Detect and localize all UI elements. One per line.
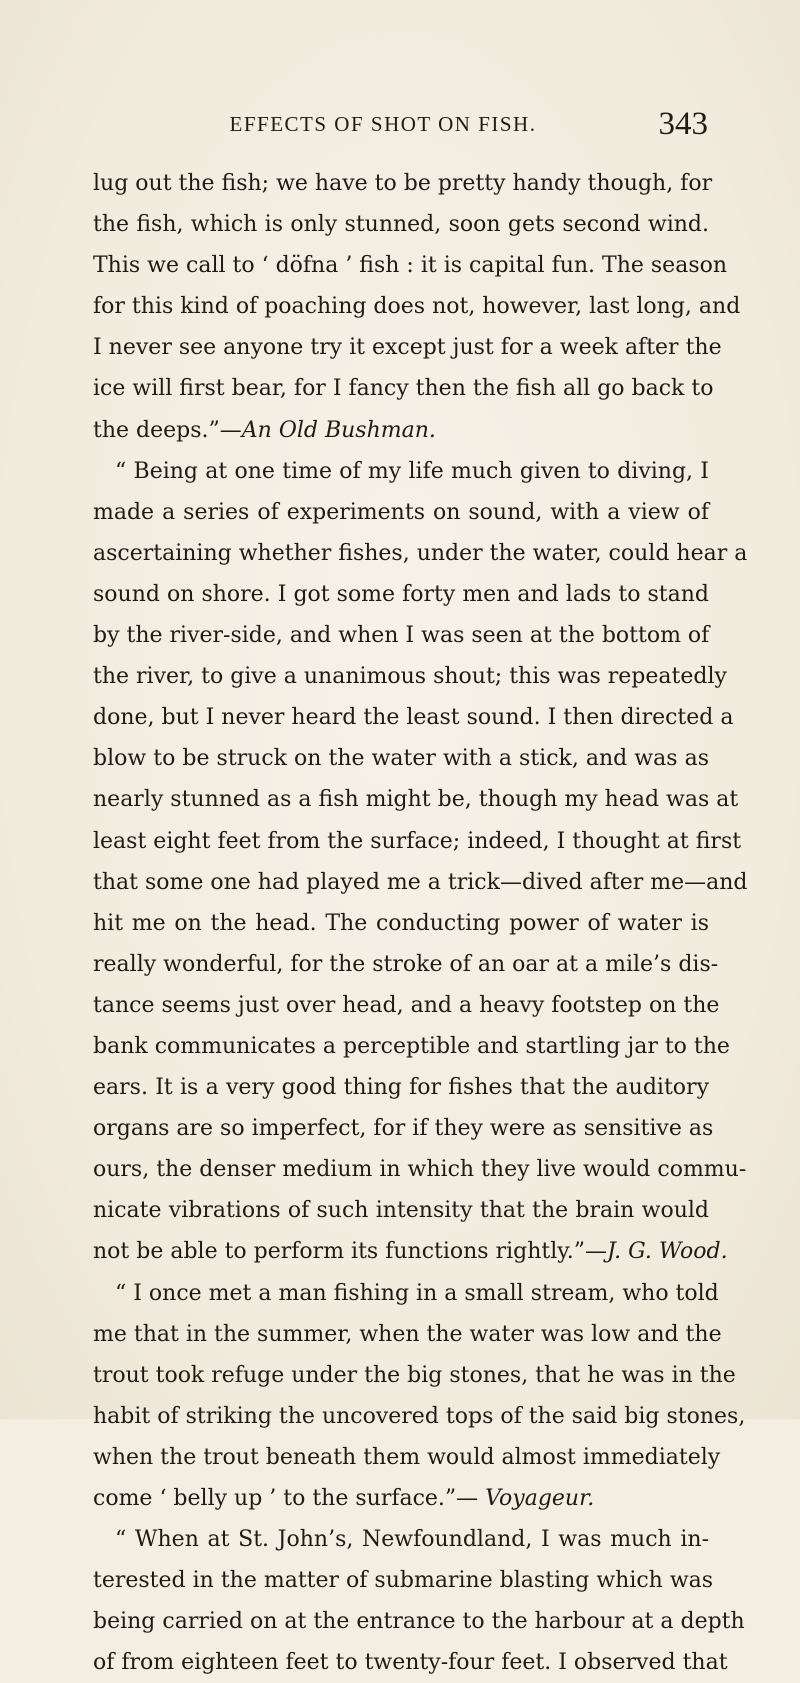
text-line bbox=[93, 1437, 721, 1478]
text-line bbox=[93, 1026, 730, 1067]
text-line bbox=[93, 697, 734, 738]
line-text: the river, to give a unanimous shout; this was repeatedly bbox=[93, 664, 727, 690]
text-line bbox=[93, 286, 741, 327]
text-line bbox=[93, 821, 742, 862]
text-line bbox=[93, 1478, 709, 1519]
line-text: habit of striking the uncovered tops of the said big stones, bbox=[93, 1403, 746, 1429]
text-line bbox=[93, 204, 709, 245]
running-head bbox=[0, 106, 800, 146]
text-line bbox=[93, 1190, 709, 1231]
line-text: come ‘ belly up ’ to the surface.”— bbox=[93, 1486, 486, 1511]
text-line bbox=[93, 1067, 709, 1108]
text-line bbox=[93, 163, 713, 204]
line-text: that some one had played me a trick—dived after me—and bbox=[93, 869, 748, 895]
line-text: when the trout beneath them would almost immediately bbox=[93, 1444, 721, 1470]
line-text: sound on shore. I got some forty men and lads to stand bbox=[93, 581, 709, 607]
text-line bbox=[93, 862, 748, 903]
line-text: nearly stunned as a fish might be, though my head was at bbox=[93, 787, 739, 813]
text-line bbox=[93, 492, 709, 533]
line-text: the deeps.”— bbox=[93, 417, 242, 443]
text-line bbox=[93, 451, 709, 492]
line-text: “ Being at one time of my life much given to diving, I bbox=[115, 458, 709, 484]
text-line bbox=[93, 410, 709, 451]
line-text: ears. It is a very good thing for fishes that the auditory bbox=[93, 1075, 709, 1101]
text-line bbox=[93, 1396, 746, 1437]
line-text: I never see anyone try it except just for a week after the bbox=[93, 335, 722, 361]
line-text: not be able to perform its functions rightly.”— bbox=[93, 1239, 608, 1265]
line-text: blow to be struck on the water with a stick, and was as bbox=[93, 746, 709, 772]
line-text: the fish, which is only stunned, soon gets second wind. bbox=[93, 212, 709, 238]
text-line bbox=[93, 533, 748, 574]
running-title: EFFECTS OF SHOT ON FISH. bbox=[229, 112, 537, 136]
text-line bbox=[93, 1314, 722, 1355]
text-line bbox=[93, 738, 709, 779]
line-text: trout took refuge under the big stones, that he was in the bbox=[93, 1362, 736, 1388]
text-line bbox=[93, 327, 722, 368]
text-line bbox=[93, 1355, 736, 1396]
line-text: really wonderful, for the stroke of an oar at a mile’s dis- bbox=[93, 951, 719, 977]
line-text: This we call to ‘ döfna ’ fish : it is capital fun. The season bbox=[93, 253, 728, 279]
text-line bbox=[93, 903, 709, 944]
text-line bbox=[93, 779, 739, 820]
text-line bbox=[93, 1149, 747, 1190]
text-line bbox=[93, 1519, 709, 1560]
text-line bbox=[93, 1273, 719, 1314]
line-text: for this kind of poaching does not, however, last long, and bbox=[93, 294, 741, 320]
body-text bbox=[93, 163, 748, 1683]
text-line bbox=[93, 615, 709, 656]
line-text: “ When at St. John’s, Newfoundland, I was much in- bbox=[115, 1527, 709, 1553]
text-line bbox=[93, 944, 719, 985]
line-text: tance seems just over head, and a heavy footstep on the bbox=[93, 992, 720, 1018]
line-text: being carried on at the entrance to the harbour at a depth bbox=[93, 1609, 745, 1635]
quote-attribution: An Old Bushman. bbox=[241, 417, 436, 443]
text-line bbox=[93, 1108, 714, 1149]
line-text: terested in the matter of submarine blasting which was bbox=[93, 1568, 714, 1594]
line-text: organs are so imperfect, for if they were as sensitive as bbox=[93, 1116, 714, 1142]
line-text: done, but I never heard the least sound. I then directed a bbox=[93, 705, 734, 731]
line-text: “ I once met a man fishing in a small stream, who told bbox=[115, 1280, 719, 1306]
text-line bbox=[93, 985, 720, 1026]
text-line bbox=[93, 574, 709, 615]
text-line bbox=[93, 368, 714, 409]
text-line bbox=[93, 1231, 728, 1272]
line-text: of from eighteen feet to twenty-four feet. I observed that bbox=[93, 1650, 728, 1676]
line-text: me that in the summer, when the water was low and the bbox=[93, 1321, 722, 1347]
page-number: 343 bbox=[658, 106, 708, 142]
text-line bbox=[93, 1601, 745, 1642]
text-line bbox=[93, 1642, 728, 1683]
line-text: bank communicates a perceptible and startling jar to the bbox=[93, 1033, 730, 1059]
line-text: ours, the denser medium in which they live would commu- bbox=[93, 1157, 747, 1183]
text-line bbox=[93, 245, 728, 286]
text-line bbox=[93, 1560, 714, 1601]
line-text: hit me on the head. The conducting power of water is bbox=[93, 910, 709, 936]
line-text: nicate vibrations of such intensity that the brain would bbox=[93, 1198, 709, 1224]
line-text: least eight feet from the surface; indeed, I thought at first bbox=[93, 828, 742, 854]
line-text: ice will first bear, for I fancy then the fish all go back to bbox=[93, 376, 714, 402]
quote-attribution: J. G. Wood. bbox=[607, 1239, 728, 1265]
line-text: ascertaining whether fishes, under the water, could hear a bbox=[93, 540, 748, 566]
line-text: made a series of experiments on sound, with a view of bbox=[93, 499, 709, 525]
line-text: by the river-side, and when I was seen at the bottom of bbox=[93, 623, 710, 649]
line-text: lug out the fish; we have to be pretty handy though, for bbox=[93, 171, 713, 196]
quote-attribution: Voyageur. bbox=[485, 1486, 595, 1511]
text-line bbox=[93, 656, 727, 697]
